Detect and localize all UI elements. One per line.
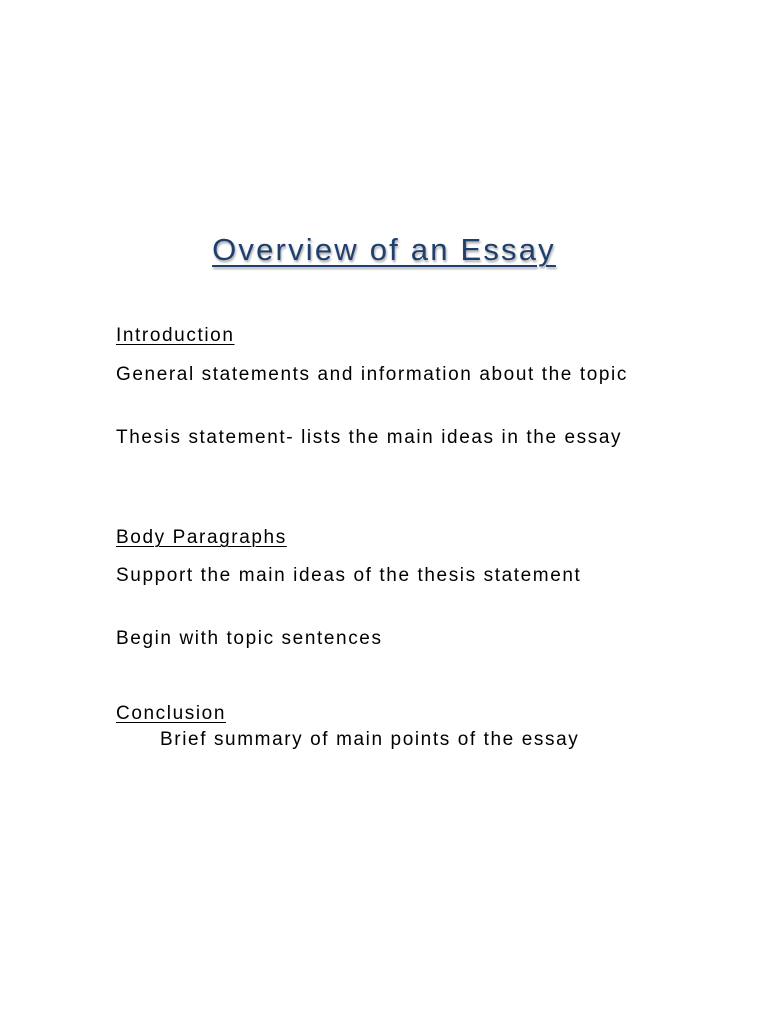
- paragraph-brief-summary: Brief summary of main points of the essay: [160, 729, 580, 750]
- paragraph-thesis-statement: Thesis statement- lists the main ideas in the essay: [116, 427, 623, 448]
- section-heading-introduction: Introduction: [116, 325, 235, 346]
- paragraph-general-statements: General statements and information about the topic: [116, 364, 628, 385]
- paragraph-support-main-ideas: Support the main ideas of the thesis statement: [116, 565, 582, 586]
- section-heading-conclusion: Conclusion: [116, 703, 226, 724]
- page-title: Overview of an Essay: [212, 232, 556, 267]
- section-heading-body-paragraphs: Body Paragraphs: [116, 527, 287, 548]
- paragraph-topic-sentences: Begin with topic sentences: [116, 628, 383, 649]
